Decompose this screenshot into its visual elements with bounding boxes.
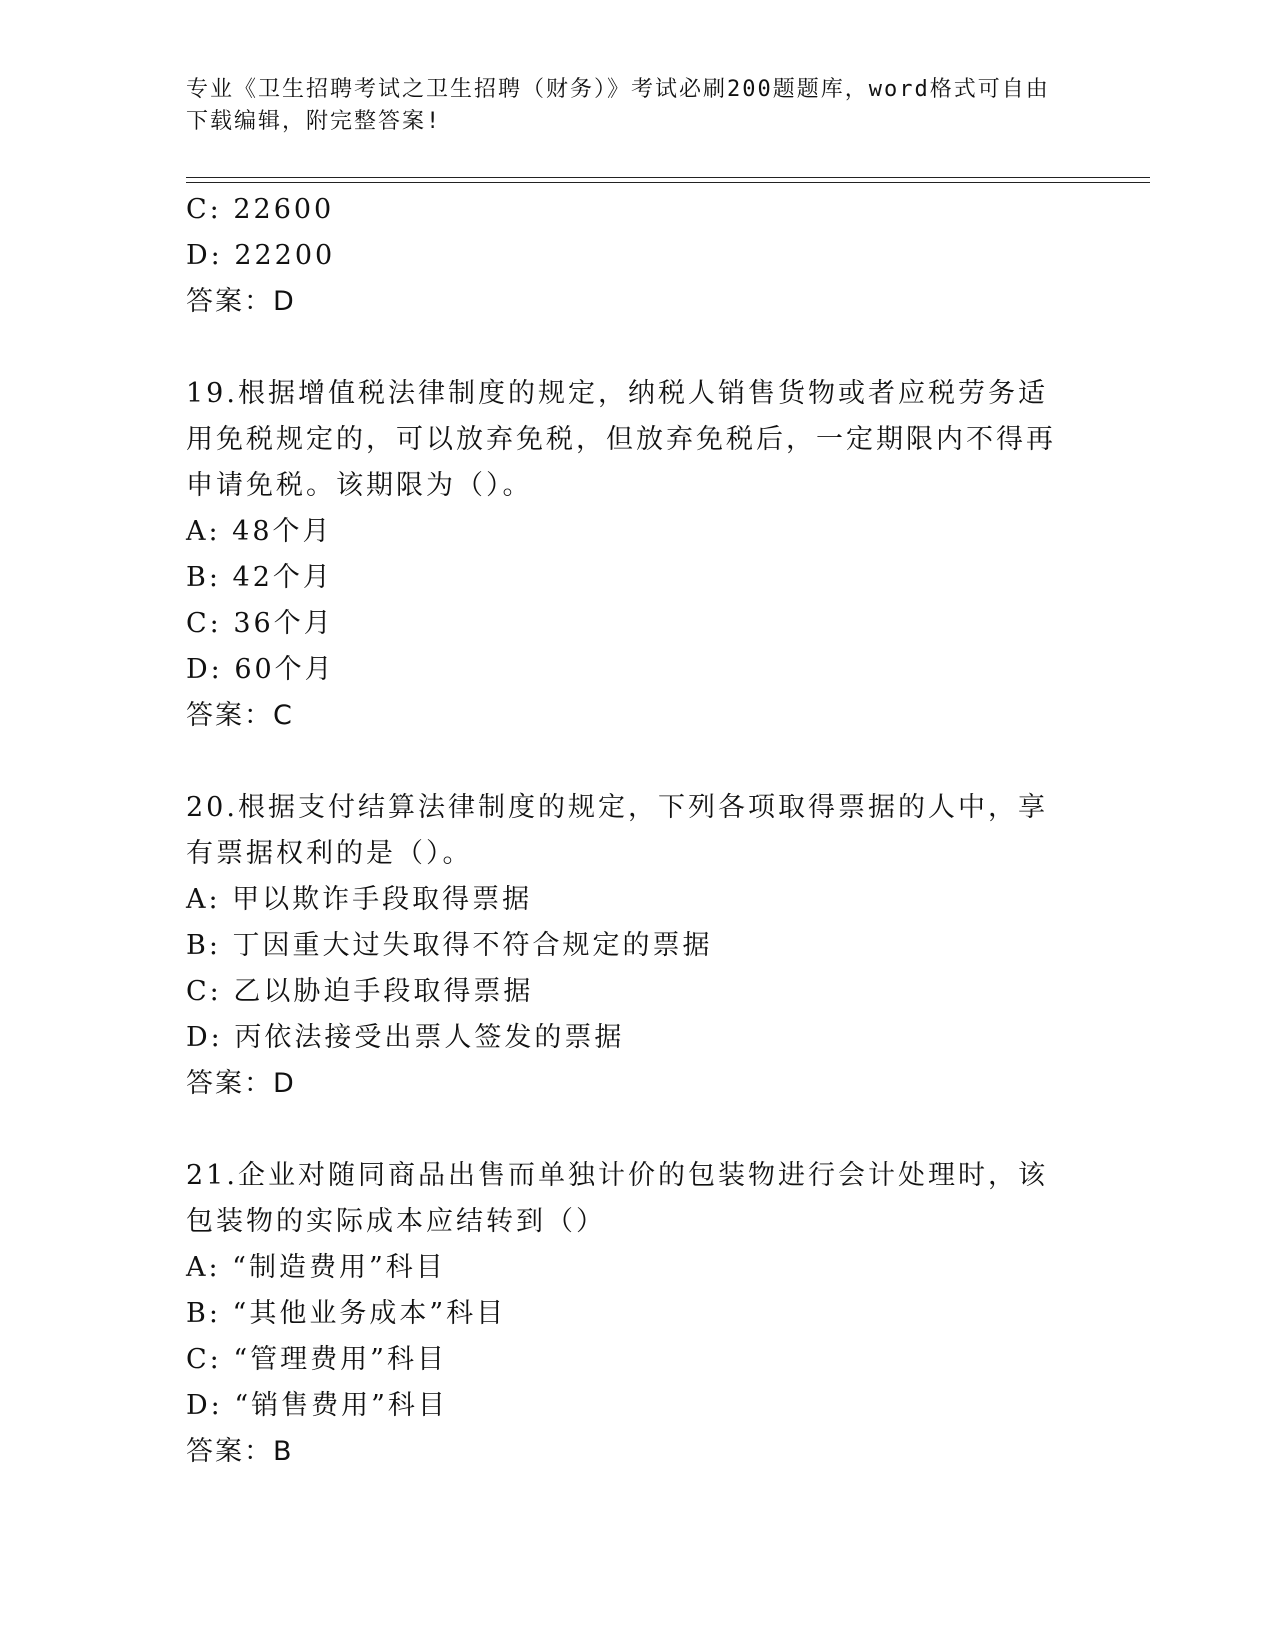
option-b: B: 丁因重大过失取得不符合规定的票据 — [186, 930, 713, 961]
option-d: D: 60个月 — [186, 654, 335, 685]
question-text: 21.企业对随同商品出售而单独计价的包装物进行会计处理时，该包装物的实际成本应结转到（） — [186, 1160, 1048, 1237]
option-c: C: 乙以胁迫手段取得票据 — [186, 976, 534, 1007]
answer-line: 答案：D — [186, 1068, 296, 1099]
option-a: A: 48个月 — [186, 516, 333, 547]
header-divider-top — [186, 177, 1150, 178]
option-d: D: 22200 — [186, 240, 336, 271]
header-divider-bottom — [186, 182, 1150, 183]
option-d: D: “销售费用”科目 — [186, 1390, 448, 1421]
option-a: A: 甲以欺诈手段取得票据 — [186, 884, 533, 915]
document-header: 专业《卫生招聘考试之卫生招聘（财务）》考试必刷200题题库，word格式可自由下载编辑，附完整答案! — [186, 77, 1050, 134]
question-21 — [186, 1153, 1086, 1475]
question-text: 20.根据支付结算法律制度的规定，下列各项取得票据的人中，享有票据权利的是（）。 — [186, 792, 1048, 869]
answer-line: 答案：B — [186, 1436, 294, 1467]
answer-line: 答案：D — [186, 286, 296, 317]
question-text: 19.根据增值税法律制度的规定，纳税人销售货物或者应税劳务适用免税规定的，可以放弃免税，但放弃免税后，一定期限内不得再申请免税。该期限为（）。 — [186, 378, 1056, 501]
question-18-fragment — [186, 187, 1086, 325]
option-d: D: 丙依法接受出票人签发的票据 — [186, 1022, 625, 1053]
option-a: A: “制造费用”科目 — [186, 1252, 446, 1283]
spacer — [186, 739, 1086, 785]
option-b: B: 42个月 — [186, 562, 333, 593]
option-c: C: 22600 — [186, 194, 335, 225]
question-content — [186, 187, 1086, 1475]
spacer — [186, 1107, 1086, 1153]
option-b: B: “其他业务成本”科目 — [186, 1298, 507, 1329]
answer-line: 答案：C — [186, 700, 294, 731]
spacer — [186, 325, 1086, 371]
option-c: C: 36个月 — [186, 608, 334, 639]
option-c: C: “管理费用”科目 — [186, 1344, 447, 1375]
question-20 — [186, 785, 1086, 1107]
question-19 — [186, 371, 1086, 739]
